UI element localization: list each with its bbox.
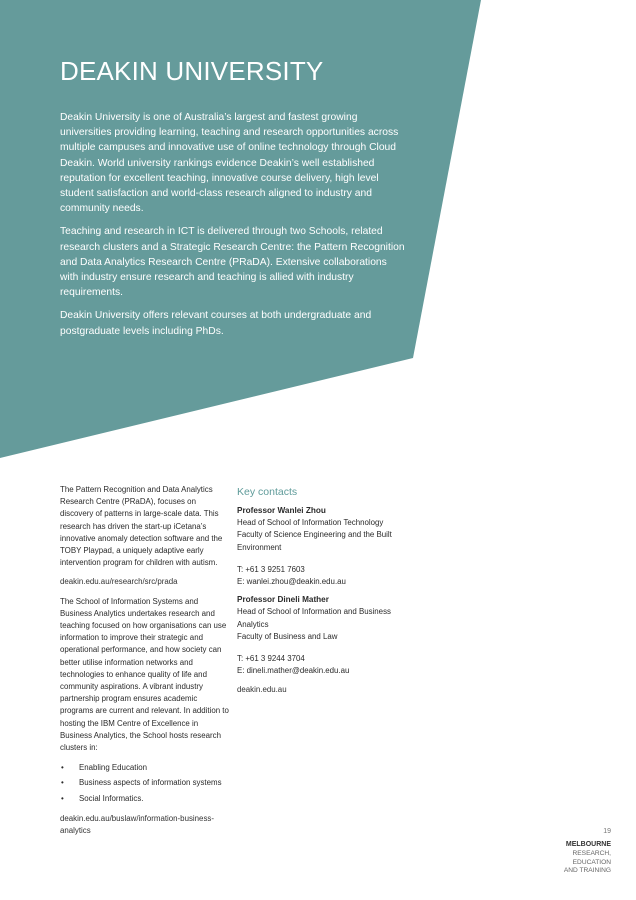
ict-paragraph: Teaching and research in ICT is delivered through two Schools, related research clusters and a Strategic Research Centre: the Pattern Recognition and Data Analytics Research Centre (PRaDA). Extensive collaborations with industry ensure research and teaching is allied with industry requirements. xyxy=(60,226,405,299)
logo-line: MELBOURNE xyxy=(565,841,611,848)
list-item: • Social Informatics. xyxy=(60,793,230,805)
contact-role: Head of School of Information and Business Analytics xyxy=(237,607,391,629)
contact-name: Professor Dineli Mather xyxy=(237,595,329,605)
buslaw-link[interactable]: deakin.edu.au/buslaw/information-business-analytics xyxy=(60,813,214,836)
prada-paragraph: The Pattern Recognition and Data Analytics Research Centre (PRaDA), focuses on discovery of patterns in large-scale data. This research has driven the start-up iCetana’s innovative anomaly detection software and the TOBY Playpad, a uniquely adaptive early intervention program for children with autism. xyxy=(60,485,223,568)
logo-line: EDUCATION xyxy=(572,858,611,866)
contact-name: Professor Wanlei Zhou xyxy=(237,506,326,515)
contact-phone: T: +61 3 9251 7603 xyxy=(237,564,305,574)
footer-logo xyxy=(564,841,611,876)
page-number: 19 xyxy=(603,828,611,835)
school-paragraph: The School of Information Systems and Business Analytics undertakes research and teaching focused on how organisations can use information to improve their strategic and operational performance, and how society can better utilise information networks and technologies to enhance quality of life and community aspirations. A vibrant industry partnership program ensures academic programs are current and relevant. In addition to hosting the IBM Centre of Excellence in Business Analytics, the School hosts research clusters in: xyxy=(60,596,229,753)
left-column xyxy=(60,484,230,844)
list-item: • Enabling Education xyxy=(60,762,230,774)
contact-role: Head of School of Information Technology Faculty of Science Engineering and the Built Environment xyxy=(237,518,392,552)
hero-section xyxy=(60,55,405,347)
key-contacts-column xyxy=(237,484,407,697)
logo-line: RESEARCH, xyxy=(572,849,611,857)
courses-paragraph: Deakin University offers relevant courses at both undergraduate and postgraduate levels including PhDs. xyxy=(60,310,372,337)
contact-faculty: Faculty of Business and Law xyxy=(237,631,338,641)
logo-line: AND TRAINING xyxy=(563,867,611,875)
prada-link[interactable]: deakin.edu.au/research/src/prada xyxy=(60,577,178,587)
intro-paragraph: Deakin University is one of Australia’s largest and fastest growing universities providing learning, teaching and research opportunities across multiple campuses and innovative use of online technology through Cloud Deakin. World university rankings evidence Deakin’s well established reputation for excellent teaching, innovative course delivery, high level student satisfaction and world-class research aligned to industry and community needs. xyxy=(60,112,399,215)
list-item: • Business aspects of information systems xyxy=(60,777,230,789)
research-clusters-list xyxy=(60,762,230,805)
contact-email[interactable]: E: dineli.mather@deakin.edu.au xyxy=(237,666,350,676)
contact-phone: T: +61 3 9244 3704 xyxy=(237,654,305,664)
website-link[interactable]: deakin.edu.au xyxy=(237,685,287,695)
page-title: DEAKIN UNIVERSITY xyxy=(60,56,324,86)
contact-email[interactable]: E: wanlei.zhou@deakin.edu.au xyxy=(237,577,346,587)
key-contacts-heading: Key contacts xyxy=(237,486,298,498)
